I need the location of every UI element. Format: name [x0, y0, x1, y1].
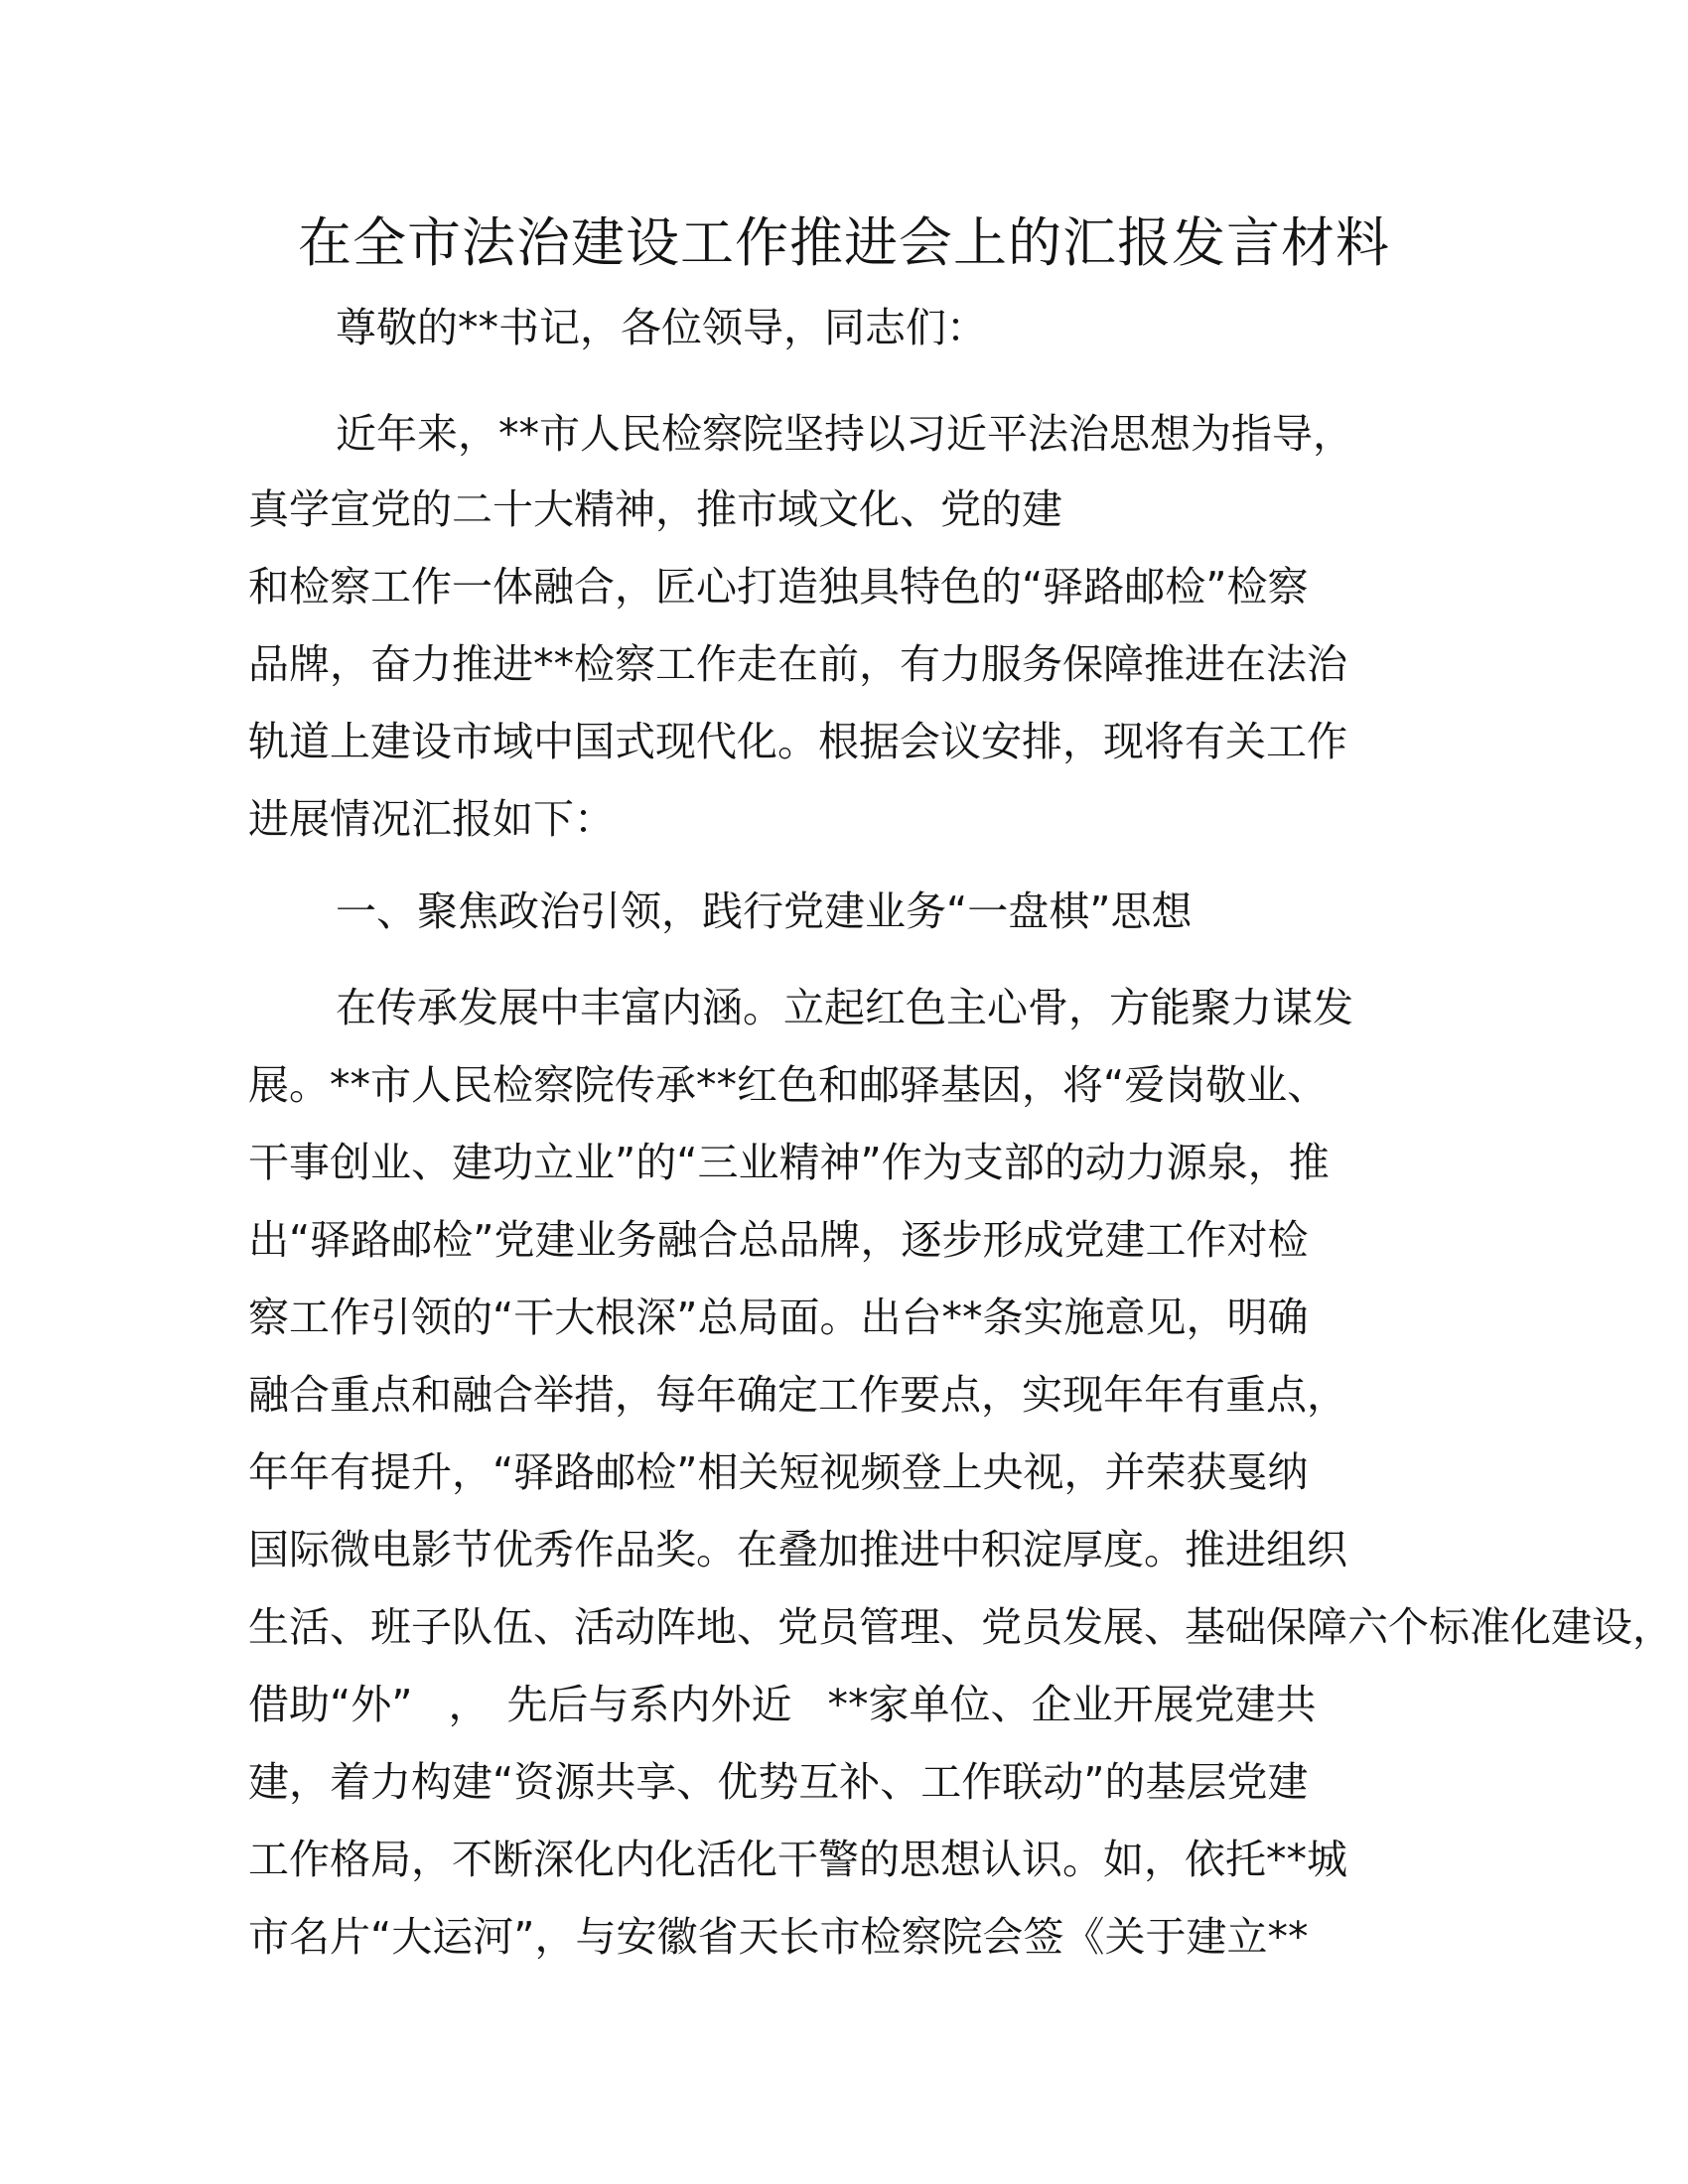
intro-line-5: 轨道上建设市域中国式现代化。根据会议安排，现将有关工作: [248, 718, 1347, 765]
body-line-1: 在传承发展中丰富内涵。立起红色主心骨，方能聚力谋发: [336, 984, 1353, 1031]
body-line-10-part-c: 先后与系内外近: [506, 1681, 792, 1728]
body-line-10: [248, 1675, 1316, 1734]
tail-line-3: 市名片“大运河”，与安徽省天长市检察院会签《关于建立**: [248, 1913, 1309, 1961]
intro-line-4: 品牌，奋力推进**检察工作走在前，有力服务保障推进在法治: [248, 640, 1347, 688]
body-line-8: 国际微电影节优秀作品奖。在叠加推进中积淀厚度。推进组织: [248, 1526, 1347, 1573]
body-line-10-part-a: 借助“外”: [248, 1681, 413, 1728]
section-1-heading: 一、聚焦政治引领，践行党建业务“一盘棋”思想: [336, 887, 1193, 935]
body-line-2: 展。**市人民检察院传承**红色和邮驿基因，将“爱岗敬业、: [248, 1061, 1329, 1109]
tail-line-1: 建，着力构建“资源共享、优势互补、工作联动”的基层党建: [248, 1758, 1309, 1806]
body-line-7: 年年有提升，“驿路邮检”相关短视频登上央视，并荣获戛纳: [248, 1448, 1309, 1496]
body-line-9: 生活、班子队伍、活动阵地、党员管理、党员发展、基础保障六个标准化建设，: [248, 1603, 1673, 1651]
body-line-10-part-d: **家单位、企业开展党建共: [827, 1681, 1317, 1728]
intro-line-3: 和检察工作一体融合，匠心打造独具特色的“驿路邮检”检察: [248, 563, 1309, 611]
intro-line-1: 近年来，**市人民检察院坚持以习近平法治思想为指导，: [336, 410, 1353, 458]
body-line-10-part-b: ，: [448, 1681, 490, 1728]
body-line-3: 干事创业、建功立业”的“三业精神”作为支部的动力源泉，推: [248, 1139, 1330, 1186]
document-title: 在全市法治建设工作推进会上的汇报发言材料: [298, 211, 1390, 274]
body-line-4: 出“驿路邮检”党建业务融合总品牌，逐步形成党建工作对检: [248, 1216, 1309, 1264]
intro-line-2: 真学宣党的二十大精神，推市域文化、党的建: [248, 485, 1062, 533]
body-line-6: 融合重点和融合举措，每年确定工作要点，实现年年有重点，: [248, 1371, 1347, 1419]
salutation: 尊敬的**书记，各位领导，同志们：: [336, 304, 987, 351]
intro-line-6: 进展情况汇报如下：: [248, 795, 615, 843]
tail-line-2: 工作格局，不断深化内化活化干警的思想认识。如，依托**城: [248, 1836, 1347, 1883]
body-line-5: 察工作引领的“干大根深”总局面。出台**条实施意见，明确: [248, 1294, 1309, 1341]
